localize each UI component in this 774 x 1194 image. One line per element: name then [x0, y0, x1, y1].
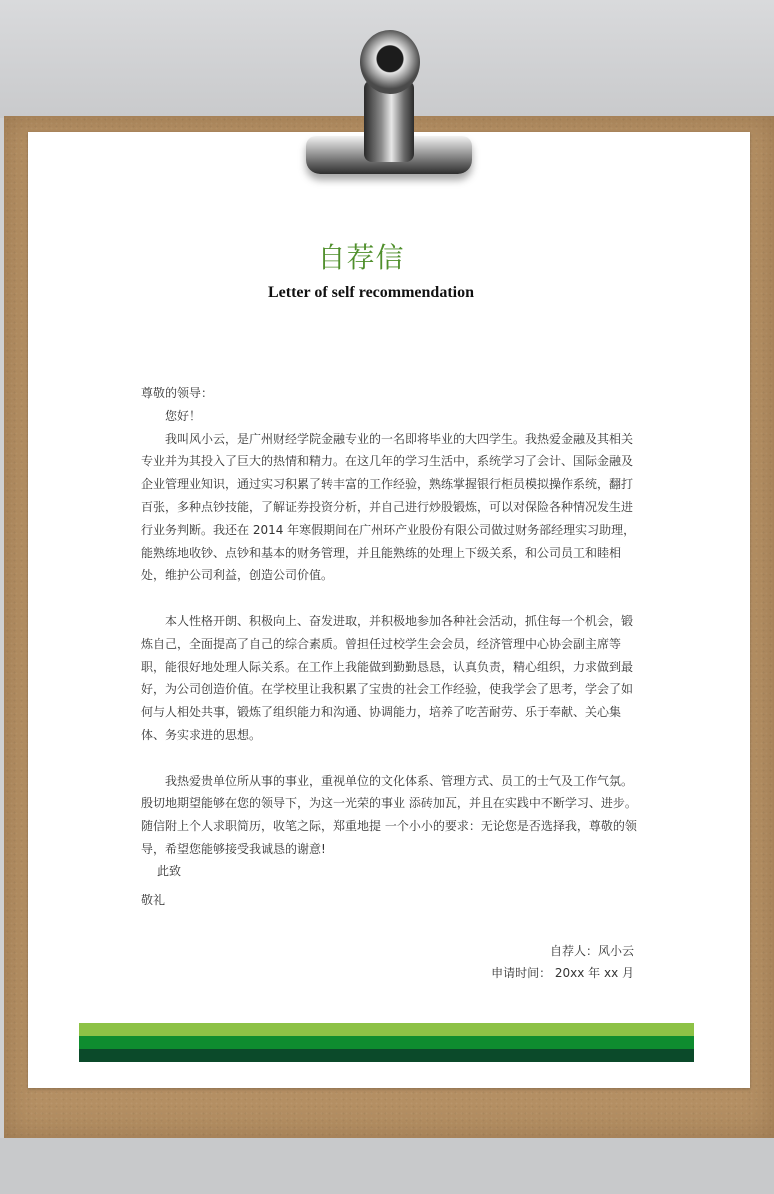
- stripe-light: [79, 1023, 694, 1036]
- greeting: 尊敬的领导：: [141, 386, 214, 400]
- signature-block: [491, 940, 634, 984]
- closing: 此致: [157, 864, 182, 878]
- application-date: 申请时间： 20xx 年 xx 月: [491, 966, 634, 980]
- page-subtitle: Letter of self recommendation: [267, 284, 474, 301]
- paragraph-3: 我热爱贵单位所从事的事业，重视单位的文化体系、管理方式、员工的士气及工作气氛。殷切地期望能够在您的领导下，为这一光荣的事业 添砖加瓦，并且在实践中不断学习、进步。随信附上个人求职简历，收笔之际，郑重地提 一个小小的要求：无论您是否选择我，尊敬的领导，希望您能够接受我诚恳的谢意!: [141, 773, 637, 856]
- footer-stripes: [79, 1023, 694, 1062]
- paragraph-2: 本人性格开朗、积极向上、奋发进取，并积极地参加各种社会活动，抓住每一个机会，锻炼自己，全面提高了自己的综合素质。曾担任过校学生会会员，经济管理中心协会副主席等职，能很好地处理人际关系。在工作上我能做到勤勤恳恳，认真负责，精心组织，力求做到最好，为公司创造价值。在学校里让我积累了宝贵的社会工作经验，使我学会了思考，学会了如何与人相处共事，锻炼了组织能力和沟通、协调能力，培养了吃苦耐劳、乐于奉献、关心集体、务实求进的思想。: [141, 613, 634, 742]
- hello: 您好！: [165, 408, 202, 423]
- paragraph-gap: [141, 747, 637, 770]
- letter-body: [141, 382, 637, 861]
- paragraph-gap: [141, 587, 637, 610]
- regards: 敬礼: [141, 893, 166, 907]
- clip-ring: [360, 30, 420, 94]
- signer: 自荐人：风小云: [549, 944, 634, 958]
- stripe-dark: [79, 1049, 694, 1062]
- paragraph-1: 我叫风小云，是广州财经学院金融专业的一名即将毕业的大四学生。我热爱金融及其相关专业并为其投入了巨大的热情和精力。在这几年的学习生活中，系统学习了会计、国际金融及企业管理业知识，通过实习积累了转丰富的工作经验，熟练掌握银行柜员模拟操作系统，翻打百张，多种点钞技能，了解证券投资分析，并自己进行炒股锻炼，可以对保险各种情况发生进行业务判断。我还在 2014 年寒假期间在广州环产业股份有限公司做过财务部经理实习助理，能熟练地收钞、点钞和基本的财务管理，并且能熟练的处理上下级关系，和公司员工和睦相处，维护公司利益，创造公司价值。: [141, 431, 636, 583]
- stripe-mid: [79, 1036, 694, 1049]
- desk-background: [0, 1138, 774, 1194]
- binder-clip-icon: [292, 24, 482, 184]
- page-title: 自荐信: [317, 241, 405, 274]
